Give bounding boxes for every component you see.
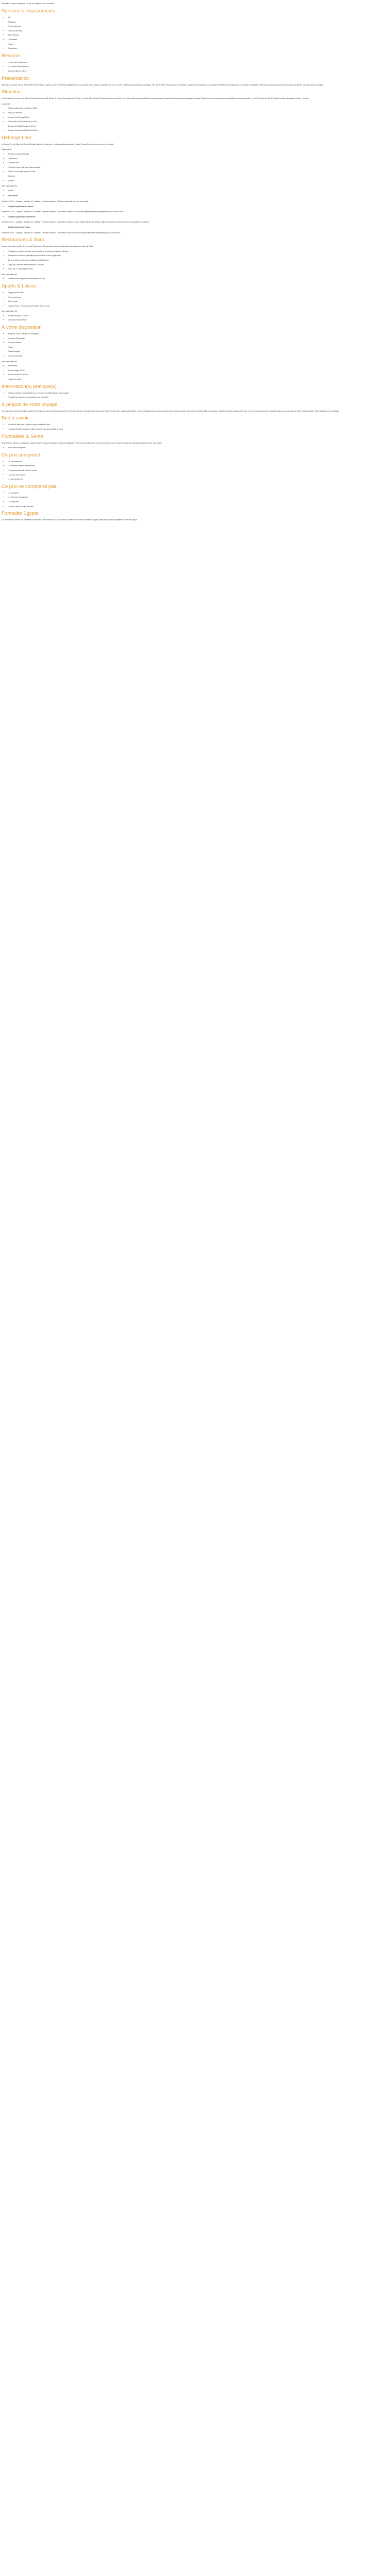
sports-heading: Sports & Loisirs bbox=[2, 283, 36, 289]
section-resume bbox=[2, 53, 389, 73]
propos-text: Vous disposerez de votre chambre à partir de 14h le jour de votre arrivée et jusqu'à 12h le jour de votre départ. Le transfert entre l'aéroport et l'hôtel est inclus. Des frais supplémentaires peuvent s'appliquer pour un check-in anticipé ou un check-out tardif, sous réserve de disponibilité. Une caution peut être demandée à votre arrivée pour couvrir les dépenses annexes. Les informations sur les services de l'hôtel sont susceptibles d'être modifiées par le prestataire. bbox=[2, 410, 340, 412]
list-item: • La formule Tout compris bbox=[8, 474, 389, 477]
room-desc: Superficie : 52 m² - Capacité : 3 adultes ou 2 adultes + 2 enfants maximum. La Chambre Deluxe Vue Piscine dispose des mêmes équipements que la Guest Room. bbox=[2, 231, 121, 234]
list-item: • Al Hamra Golf Club (à 15 km) bbox=[8, 116, 389, 119]
prix-comprend-heading: Ce prix comprend bbox=[2, 452, 40, 458]
informations-heading: Information(s) pratique(s) bbox=[2, 383, 57, 389]
list-item: • Aéroport de Ras Al Khaimah (à 20 km) bbox=[8, 125, 389, 128]
list-item: • Aucun vaccin obligatoire. bbox=[8, 447, 389, 449]
list-item: • Connexion Wifi gratuite bbox=[8, 337, 389, 340]
restaurants-text: Lors de votre séjour, profitez de la formule Tout compris. Découvrez les saveurs variées dans les restaurants et bars de l'hôtel. bbox=[2, 245, 94, 248]
situation-subheading: À proximité : bbox=[2, 103, 11, 105]
services-list bbox=[2, 16, 389, 50]
list-item: • Plage de sable privée (à partir de l'hôtel) bbox=[8, 107, 389, 110]
section-formalite bbox=[2, 511, 389, 521]
resume-heading: Résumé bbox=[2, 53, 20, 59]
room-title: • Chambre Supérieure Accès Piscine bbox=[8, 216, 389, 218]
hebergement-heading: Hébergement bbox=[2, 134, 31, 141]
list-item: • Centre-ville de Ras Al Khaimah (à 5 km) bbox=[8, 121, 389, 123]
bon-heading: Bon à savoir bbox=[2, 415, 29, 421]
list-item: • Plage privée de sable bbox=[8, 292, 389, 294]
sports-tarif-label: Avec participation (€) : bbox=[2, 310, 18, 313]
sports-list bbox=[2, 292, 389, 307]
section-prix-ne-comprend bbox=[2, 484, 389, 507]
formalite-heading: Formalité Egypte bbox=[2, 511, 39, 517]
room-list bbox=[2, 195, 389, 197]
list-item: • Connexion Wifi bbox=[8, 162, 389, 164]
list-item: • L'hébergement dans la chambre choisie bbox=[8, 469, 389, 472]
list-item: • Centre de bien-être bbox=[8, 355, 389, 358]
section-propos bbox=[2, 402, 389, 413]
list-item: • Bar de la piscine : boissons et collations toute la journée. bbox=[8, 259, 389, 262]
list-item: • Certaines boissons premium et restaurant à la carte bbox=[8, 278, 389, 280]
list-item: • Piscine extérieure bbox=[8, 296, 389, 299]
room-list bbox=[2, 216, 389, 218]
list-item: • Parking bbox=[8, 346, 389, 349]
list-item: • Petit déjeuner, déjeuner et dîner servis sous forme de buffet au restaurant principal. bbox=[8, 250, 389, 253]
list-item: • Mall (à 10 minutes) bbox=[8, 112, 389, 114]
list-item: • Restaurant à la carte de spécialités (sur réservation et avec supplément). bbox=[8, 255, 389, 257]
list-item: • Formalités d'entrée : passeport valide plus de 6 mois après la date de retour. bbox=[8, 428, 389, 431]
formalites-text: Ressortissants français : un passeport valable plus de 6 mois après la date de retour est obligatoire. Pour les autres nationalités, nous vous invitons à vous renseigner auprès des autorités compétentes avant votre départ. bbox=[2, 442, 162, 444]
list-item: • Piscine extérieure bbox=[8, 25, 389, 28]
list-item: • Lobby Bar : boissons rafraîchissantes et cocktails. bbox=[8, 264, 389, 266]
sports-tarif-list bbox=[2, 315, 389, 321]
prix-ne-comprend-heading: Ce prix ne comprend pas bbox=[2, 483, 57, 489]
disposition-tarif-list bbox=[2, 365, 389, 380]
room-list bbox=[2, 206, 389, 208]
section-formalites bbox=[2, 434, 389, 449]
list-item: • Salle de sport bbox=[8, 300, 389, 303]
list-item: • Coffre-fort bbox=[8, 175, 389, 178]
room-title: • Chambre Deluxe Vue Piscine bbox=[8, 226, 389, 229]
room-list bbox=[2, 226, 389, 229]
section-presentation bbox=[2, 76, 389, 87]
list-item: • Possibilité de chambres communicantes (sur demande). bbox=[8, 396, 389, 399]
restaurants-list bbox=[2, 250, 389, 270]
list-item: • Espace enfants : mini-club pour les enfants de 4 à 12 ans bbox=[8, 305, 389, 308]
propos-heading: À propos de votre voyage bbox=[2, 401, 58, 408]
list-item: • Une taxe de séjour est à régler sur place auprès de l'hôtel. bbox=[8, 423, 389, 426]
list-item: • Les vols aller/retour bbox=[8, 461, 389, 463]
presentation-text: Bienvenue au Double Tree by Hilton Hotel Ras Al Khaimah ! Niché au cœur des Émirats, l'établissement vous accueille pour un séjour de luxe face à la mer. Cet hôtel 5 étoiles jouit d'une situation privilégiée entre mer et désert. Vous profiterez de chambres spacieuses et lumineuses, de restaurants raffinés et d'une plage privée. Le Double Tree by Hilton Hotel Ras Al Khaimah saura répondre à toutes vos attentes pour des vacances réussies. bbox=[2, 83, 324, 86]
list-item: • Espace bagages bbox=[8, 350, 389, 353]
formalites-list bbox=[2, 447, 389, 449]
hebergement-equip-list bbox=[2, 153, 389, 182]
list-item: • Salle de fitness bbox=[8, 34, 389, 37]
list-item: • Mini-bar bbox=[8, 180, 389, 182]
list-item: • Climatisation bbox=[8, 158, 389, 160]
list-item: • Location de voiture bbox=[8, 378, 389, 381]
list-item: • Climatisation bbox=[8, 47, 389, 50]
section-services bbox=[2, 8, 389, 50]
list-item: • Le belle plus les extérieurs bbox=[8, 61, 389, 64]
section-sports bbox=[2, 283, 389, 321]
list-item: • Excursions dans le désert bbox=[8, 319, 389, 321]
list-item: • Séjourner dans un hôtel 5* bbox=[8, 70, 389, 73]
list-item: • Les services haut de gamme bbox=[8, 65, 389, 68]
prix-comprend-list bbox=[2, 461, 389, 481]
section-restaurants bbox=[2, 237, 389, 280]
list-item: • Minibar bbox=[8, 190, 389, 192]
resume-list bbox=[2, 61, 389, 73]
section-informations bbox=[2, 384, 389, 399]
list-item: • Centre de bien-être bbox=[8, 30, 389, 32]
section-situation bbox=[2, 89, 389, 132]
list-item: • La taxe de séjour à régler sur place bbox=[8, 505, 389, 508]
restaurants-heading: Restaurants & Bars bbox=[2, 237, 44, 243]
disposition-heading: À votre disposition bbox=[2, 325, 42, 331]
services-heading: Services et équipements bbox=[2, 8, 56, 14]
list-item: • Les dépenses personnelles bbox=[8, 496, 389, 499]
disposition-list bbox=[2, 333, 389, 358]
list-item: • Parking bbox=[8, 43, 389, 46]
list-item: • Wifi bbox=[8, 16, 389, 19]
list-item: • Les transferts aéroport/hôtel/aéroport bbox=[8, 465, 389, 467]
list-item: • Télévision à écran plat avec chaînes satellite bbox=[8, 166, 389, 169]
intro-text: Description Ce prix comprend : Ce prix ne comprend pas Formalités bbox=[2, 3, 55, 5]
disposition-tarif-label: Avec participation (€) : bbox=[2, 360, 18, 363]
situation-text: L'hôtel est situé en bord de mer à Ras Al Khaimah, à environ 45 minutes de l'aéroport international de Dubaï. Le centre-ville de Ras Al Khaimah se trouve à proximité. Les environs offrent des possibilités d'excursions dans le désert et de découverte des montagnes de Hajar. Des centres commerciaux et des souks traditionnels sont accessibles en taxi. L'aéroport de Ras Al Khaimah se trouve à quelques minutes en voiture. bbox=[2, 97, 309, 100]
list-item: • Club enfants bbox=[8, 39, 389, 41]
list-item: • Service d'étage 24h/24 bbox=[8, 369, 389, 372]
list-item: • Restaurant bbox=[8, 21, 389, 24]
list-item: • Activités nautiques : kitesurf... bbox=[8, 315, 389, 317]
section-hebergement bbox=[2, 135, 389, 234]
situation-list bbox=[2, 107, 389, 132]
room-desc: Superficie : 37 m² - Capacité : 3 adultes ou 2 adultes + 2 enfants maximum. La Chambre Supérieure Vue Piscine dispose des mêmes équipements que la Guest Room. bbox=[2, 211, 124, 213]
list-item: • Service de navette bbox=[8, 342, 389, 344]
section-prix-comprend bbox=[2, 452, 389, 481]
list-item: • Terrasse ou balcon aménagé bbox=[8, 153, 389, 156]
situation-heading: Situation bbox=[2, 89, 21, 95]
list-item: • Réception 24h/24 - service de conciergerie bbox=[8, 333, 389, 335]
room-desc: Superficie : 37 m² - Capacité : 3 adultes ou 2 adultes + 2 enfants maximum. Chambre confortable avec vue sur le jardin. bbox=[2, 200, 89, 202]
room-desc: Superficie : 37 m² - Capacité : 3 adultes ou 2 adultes + 2 enfants maximum. La Chambre Supérieure Accès Piscine dispose des mêmes équipements que la Guest Room avec un accès direct à la piscine. bbox=[2, 221, 150, 224]
list-item: • Les pourboires bbox=[8, 501, 389, 503]
restaurants-tarif-label: Avec participation (€) : bbox=[2, 273, 18, 276]
presentation-heading: Présentation bbox=[2, 75, 29, 81]
list-item: • Plateau de courtoisie avec thé et café bbox=[8, 171, 389, 173]
room-title: • Chambre Supérieure Vue Piscine bbox=[8, 206, 389, 208]
list-item: • Certaines chambres sont adaptées aux personnes à mobilité réduite (sur demande). bbox=[8, 392, 389, 395]
hebergement-equip-label: Équipements : bbox=[2, 148, 12, 151]
hebergement-tarif-label: Avec participation (€) : bbox=[2, 185, 18, 188]
room-title: • Guest Room bbox=[8, 195, 389, 197]
bon-list bbox=[2, 423, 389, 430]
list-item: • Les taxes d'aéroport bbox=[8, 478, 389, 481]
hebergement-tarif-list bbox=[2, 190, 389, 192]
list-item: • Blanchisserie bbox=[8, 365, 389, 367]
section-disposition bbox=[2, 325, 389, 381]
formalites-heading: Formalités & Santé bbox=[2, 433, 43, 439]
hebergement-text: Le Double Tree by Hilton Hotel Ras Al Khaimah dispose de chambres et suites spacieuses au décor élégant. Toutes offrent une vue sur la mer ou le jardin. bbox=[2, 143, 114, 145]
section-bon bbox=[2, 415, 389, 430]
list-item: • Les assurances bbox=[8, 492, 389, 495]
list-item: • Snack-bar : en-cas salés et sucrés. bbox=[8, 268, 389, 270]
prix-ne-comprend-list bbox=[2, 492, 389, 507]
restaurants-tarif-list bbox=[2, 278, 389, 280]
list-item: • Soins au centre de bien-être bbox=[8, 374, 389, 376]
list-item: • Aéroport international de Dubaï (à 80 km) bbox=[8, 129, 389, 132]
informations-list bbox=[2, 392, 389, 399]
formalite-text: Les informations relatives aux formalités sont données à titre indicatif. Nous vous invitons à vérifier les conditions d'entrée en vigueur auprès des autorités compétentes avant votre départ. bbox=[2, 519, 138, 521]
